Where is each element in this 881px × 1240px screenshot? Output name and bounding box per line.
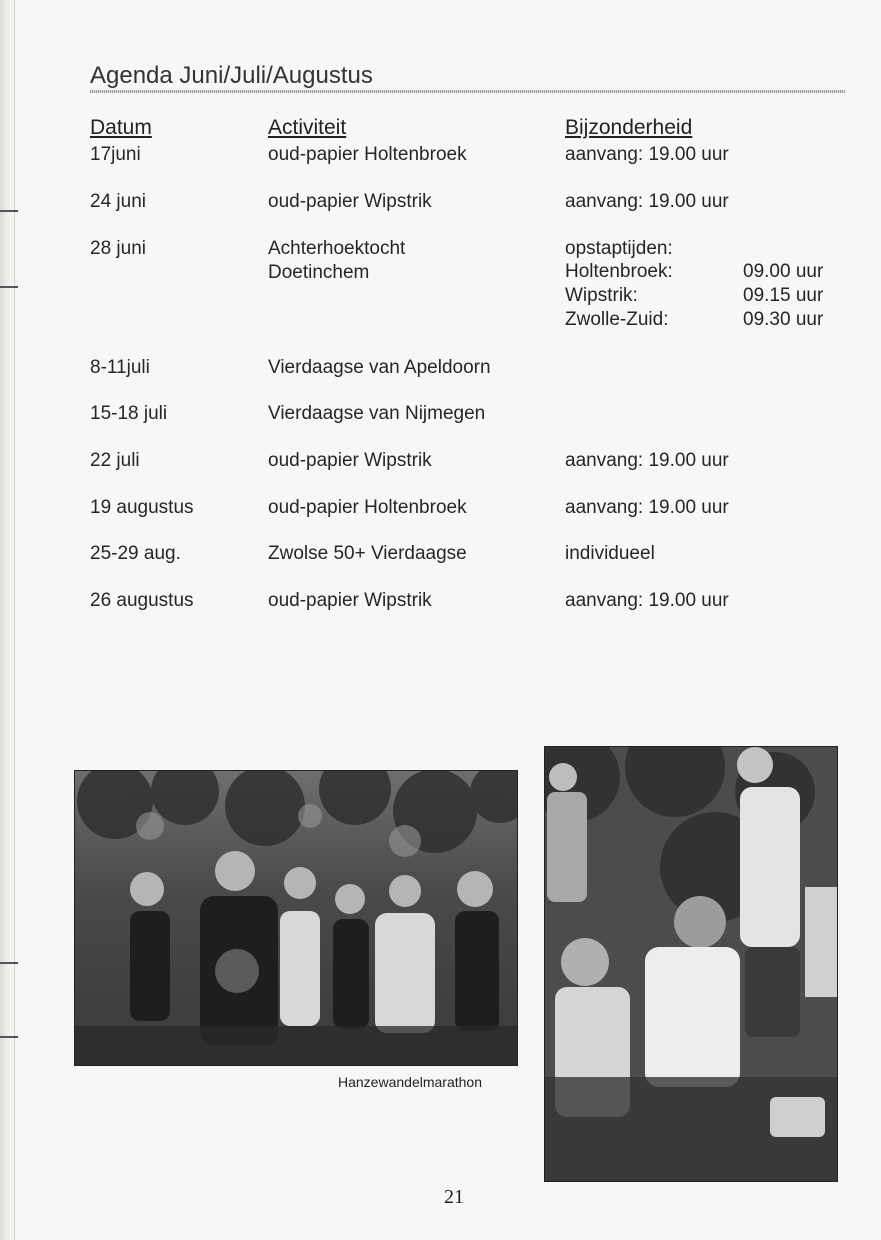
row-date: 17juni <box>90 144 141 165</box>
staple-mark <box>0 962 18 964</box>
row-activity: Achterhoektocht <box>268 238 406 259</box>
column-header-activity: Activiteit <box>268 116 347 139</box>
row-detail: aanvang: 19.00 uur <box>565 144 729 165</box>
row-activity-line2: Doetinchem <box>268 262 370 283</box>
row-detail: aanvang: 19.00 uur <box>565 590 729 611</box>
row-detail: aanvang: 19.00 uur <box>565 191 729 212</box>
row-activity: oud-papier Wipstrik <box>268 590 432 611</box>
stop-place: Holtenbroek: <box>565 261 673 282</box>
row-date: 25-29 aug. <box>90 543 181 564</box>
column-header-date: Datum <box>90 116 152 139</box>
stop-time: 09.00 uur <box>743 261 824 282</box>
row-date: 28 juni <box>90 238 146 259</box>
row-date: 24 juni <box>90 191 146 212</box>
title-divider <box>90 90 845 93</box>
stop-time: 09.15 uur <box>743 285 824 306</box>
row-date: 19 augustus <box>90 497 194 518</box>
photo-group-walkers <box>74 770 518 1066</box>
photo-seated-walkers <box>544 746 838 1182</box>
page-number: 21 <box>444 1186 464 1208</box>
page-title: Agenda Juni/Juli/Augustus <box>90 62 373 89</box>
row-date: 15-18 juli <box>90 403 168 424</box>
stop-place: Wipstrik: <box>565 285 638 306</box>
row-date: 8-11juli <box>90 357 150 378</box>
stop-place: Zwolle-Zuid: <box>565 309 669 330</box>
row-detail: aanvang: 19.00 uur <box>565 497 729 518</box>
row-date: 26 augustus <box>90 590 194 611</box>
row-activity: Vierdaagse van Nijmegen <box>268 403 486 424</box>
binding-spine <box>0 0 15 1240</box>
row-activity: oud-papier Holtenbroek <box>268 144 467 165</box>
photo-caption: Hanzewandelmarathon <box>338 1074 482 1090</box>
row-activity: oud-papier Wipstrik <box>268 191 432 212</box>
column-header-detail: Bijzonderheid <box>565 116 693 139</box>
staple-mark <box>0 286 18 288</box>
row-activity: Vierdaagse van Apeldoorn <box>268 357 491 378</box>
staple-mark <box>0 210 18 212</box>
row-detail: opstaptijden: <box>565 238 673 259</box>
row-activity: oud-papier Wipstrik <box>268 450 432 471</box>
row-activity: oud-papier Holtenbroek <box>268 497 467 518</box>
staple-mark <box>0 1036 18 1038</box>
row-date: 22 juli <box>90 450 140 471</box>
row-detail: individueel <box>565 543 655 564</box>
row-activity: Zwolse 50+ Vierdaagse <box>268 543 467 564</box>
stop-time: 09.30 uur <box>743 309 824 330</box>
row-detail: aanvang: 19.00 uur <box>565 450 729 471</box>
